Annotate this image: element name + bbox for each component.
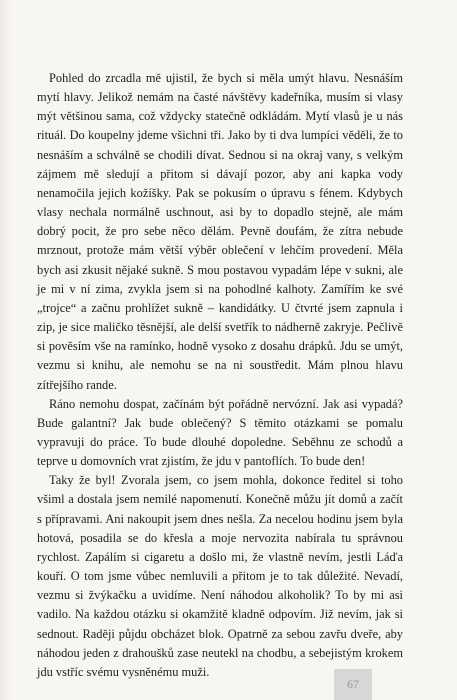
paragraph-1: Pohled do zrcadla mě ujistil, že bych si měla umýt hlavu. Nesnáším mytí hlavy. Jelikož nemám na časté návštěvy kadeřníka, musím si vlasy mýt většinou sama, což vždycky statečně odkládám. Mytí vlasů je u nás rituál. Do koupelny jdeme všichni tři. Jako by ti dva lumpíci věděli, že to nesnáším a schválně se chodili dívat. Sednou si na okraj vany, s velkým zájmem mě sledují a přitom si dávají pozor, aby ani kapka vody nenamočila jejich kožíšky. Pak se pokusím o úpravu s fénem. Kdybych vlasy nechala normálně uschnout, asi by to dopadlo stejně, ale mám dobrý pocit, že pro sebe něco dělám. Pevně doufám, že zítra nebude mrznout, protože mám větší výběr oblečení v lehčím provedení. Měla bych asi zkusit nějaké sukně. S mou postavou vypadám lépe v sukni, ale je mi v ní zima, zvykla jsem si na pohodlné kalhoty. Zamířím ke své „trojce“ a začnu prohlížet sukně – kandidátky. U čtvrté jsem zapnula i zip, je sice maličko těsnější, ale delší svetřík to nádherně zakryje. Pečlivě si pověsím vše na ramínko, hodně vysoko z dosahu drápků. Jdu se umýt, vezmu si knihu, ale nemohu se na ni soustředit. Mám plnou hlavu zítřejšího rande. <box>37 71 403 392</box>
paragraph-3: Taky že byl! Zvorala jsem, co jsem mohla, dokonce ředitel si toho všiml a dostala jsem nemilé napomenutí. Konečně můžu jít domů a začít s přípravami. Ani nakoupit jsem dnes nešla. Za necelou hodinu jsem byla hotová, posadila se do křesla a moje nervozita nabírala tu správnou rychlost. Zapálím si cigaretu a došlo mi, že vlastně nevím, jestli Láďa kouří. O tom jsme vůbec nemluvili a přitom je to tak důležité. Nevadí, vezmu si žvýkačku a uvidíme. Není náhodou alkoholik? To by mi asi vadilo. Na každou otázku si okamžitě kladně odpovím. Již nevím, jak si sednout. Raději půjdu obcházet blok. Opatrně za sebou zavřu dveře, aby náhodou jeden z drahoušků zase neutekl na chodbu, a sebejistým krokem jdu vstříc svému vysněnému muži. <box>37 473 403 679</box>
page-number: 67 <box>334 669 372 700</box>
body-text <box>37 69 403 682</box>
paragraph-2: Ráno nemohu dospat, začínám být pořádně nervózní. Jak asi vypadá? Bude galantní? Jak bude oblečený? S těmito otázkami se pomalu vypravuji do práce. To bude dlouhé dopoledne. Seběhnu ze schodů a teprve u domovních vrat zjistím, že jdu v pantoflích. To bude den! <box>37 396 403 469</box>
